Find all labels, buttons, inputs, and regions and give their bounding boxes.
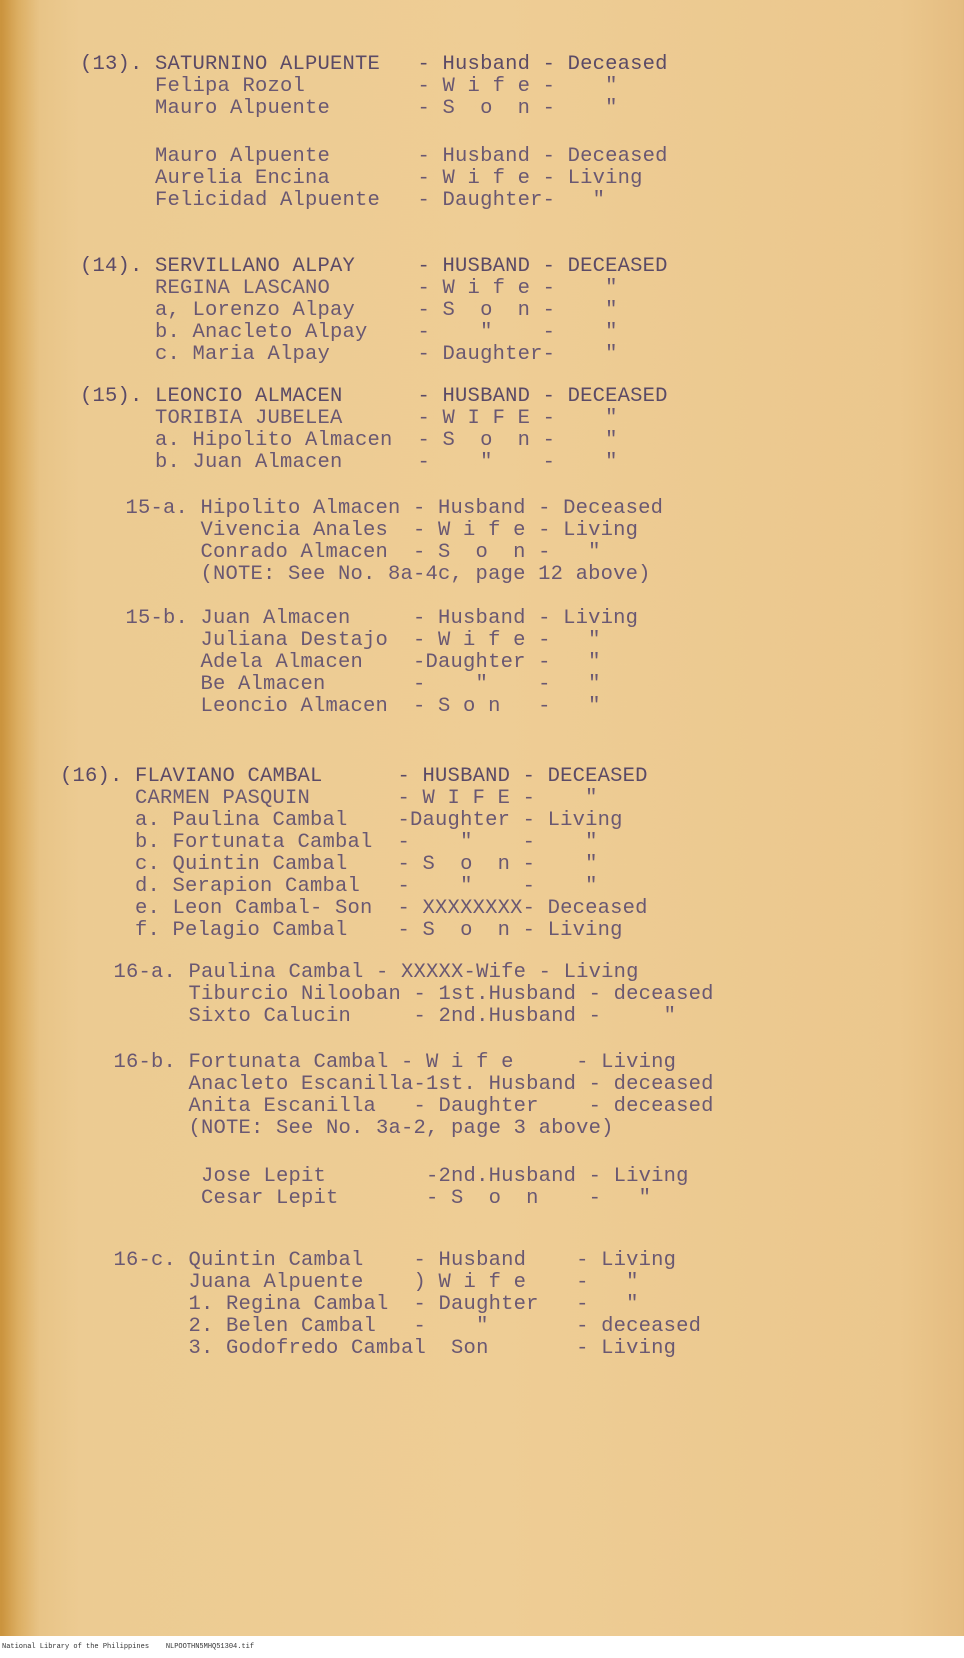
text-line: c. Maria Alpay - Daughter- " [80,343,618,366]
text-line: 16-a. Paulina Cambal - XXXXX-Wife - Living [76,961,639,984]
text-line: (14). SERVILLANO ALPAY - HUSBAND - DECEASED [80,255,668,278]
text-line: Aurelia Encina - W i f e - Living [80,167,643,190]
text-line: e. Leon Cambal- Son - XXXXXXXX- Deceased [60,897,648,920]
text-line: (NOTE: See No. 3a-2, page 3 above) [76,1117,614,1140]
text-line: b. Juan Almacen - " - " [80,451,618,474]
text-line: (16). FLAVIANO CAMBAL - HUSBAND - DECEASED [60,765,648,788]
scan-footer: National Library of the Philippines NLPOOTHN5MHQ51304.tif [0,1636,964,1658]
text-line: Conrado Almacen - S o n - " [88,541,601,564]
text-line: TORIBIA JUBELEA - W I F E - " [80,407,618,430]
text-line: Cesar Lepit - S o n - " [76,1187,652,1210]
text-line: Adela Almacen -Daughter - " [88,651,601,674]
text-line: REGINA LASCANO - W i f e - " [80,277,618,300]
text-line: 15-a. Hipolito Almacen - Husband - Deceased [88,497,664,520]
text-line: Felipa Rozol - W i f e - " [80,75,618,98]
text-line: d. Serapion Cambal - " - " [60,875,598,898]
text-line: Juliana Destajo - W i f e - " [88,629,601,652]
text-line: a. Hipolito Almacen - S o n - " [80,429,618,452]
text-line: Vivencia Anales - W i f e - Living [88,519,639,542]
text-line: 16-c. Quintin Cambal - Husband - Living [76,1249,677,1272]
text-line: b. Fortunata Cambal - " - " [60,831,598,854]
text-line: b. Anacleto Alpay - " - " [80,321,618,344]
text-line: a, Lorenzo Alpay - S o n - " [80,299,618,322]
text-line: a. Paulina Cambal -Daughter - Living [60,809,623,832]
text-line: 2. Belen Cambal - " - deceased [76,1315,702,1338]
text-line: (NOTE: See No. 8a-4c, page 12 above) [88,563,651,586]
text-line: Anita Escanilla - Daughter - deceased [76,1095,714,1118]
text-line: CARMEN PASQUIN - W I F E - " [60,787,598,810]
text-line: Mauro Alpuente - S o n - " [80,97,618,120]
text-line: Leoncio Almacen - S o n - " [88,695,601,718]
text-line: Felicidad Alpuente - Daughter- " [80,189,606,212]
text-line: Jose Lepit -2nd.Husband - Living [76,1165,689,1188]
text-line: Mauro Alpuente - Husband - Deceased [80,145,668,168]
text-line: f. Pelagio Cambal - S o n - Living [60,919,623,942]
text-line: (13). SATURNINO ALPUENTE - Husband - Deceased [80,53,668,76]
text-line: (15). LEONCIO ALMACEN - HUSBAND - DECEASED [80,385,668,408]
text-line: Anacleto Escanilla-1st. Husband - deceased [76,1073,714,1096]
text-line: Tiburcio Nilooban - 1st.Husband - deceased [76,983,714,1006]
text-line: 3. Godofredo Cambal Son - Living [76,1337,677,1360]
text-line: Juana Alpuente ) W i f e - " [76,1271,639,1294]
text-line: 1. Regina Cambal - Daughter - " [76,1293,639,1316]
text-line: c. Quintin Cambal - S o n - " [60,853,598,876]
text-line: 16-b. Fortunata Cambal - W i f e - Living [76,1051,677,1074]
text-line: 15-b. Juan Almacen - Husband - Living [88,607,639,630]
text-line: Sixto Calucin - 2nd.Husband - " [76,1005,677,1028]
text-line: Be Almacen - " - " [88,673,601,696]
